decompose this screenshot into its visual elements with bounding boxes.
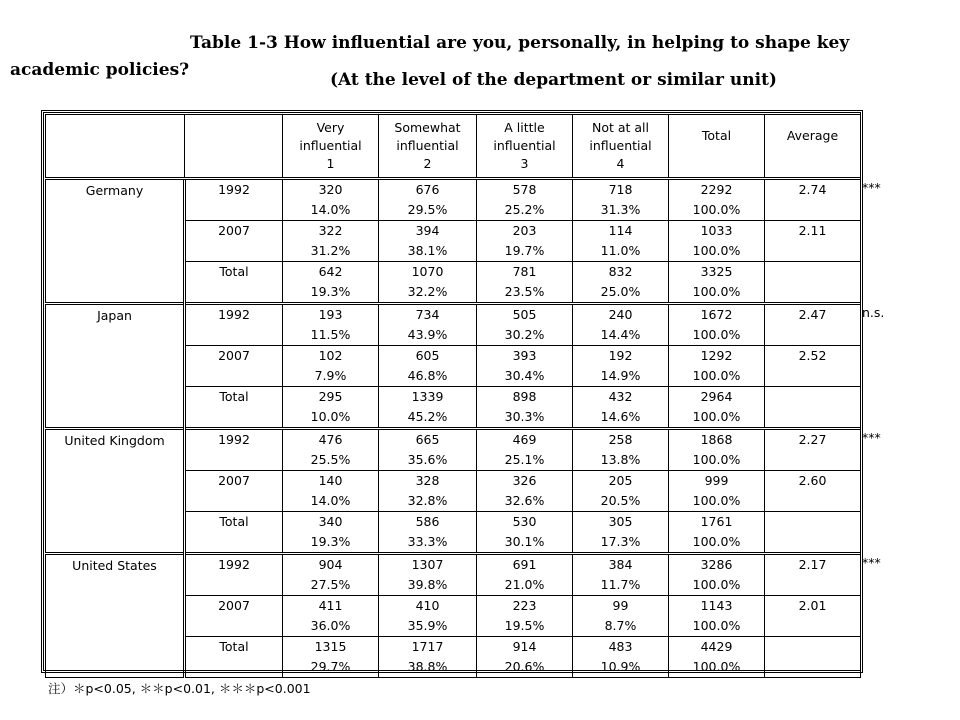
percent-cell: 29.7% [283,657,379,678]
count-cell: 3325 [669,262,765,283]
percent-cell: 30.1% [477,532,573,554]
count-cell: 691 [477,554,573,576]
count-cell: 476 [283,429,379,451]
count-cell: 328 [379,471,477,492]
table-row [46,179,861,201]
count-cell: 1868 [669,429,765,451]
count-cell: 605 [379,346,477,367]
percent-cell: 100.0% [669,325,765,346]
count-cell: 832 [573,262,669,283]
count-cell: 1761 [669,512,765,533]
count-cell: 483 [573,637,669,658]
percent-cell: 38.8% [379,657,477,678]
percent-cell: 7.9% [283,366,379,387]
percent-cell: 20.6% [477,657,573,678]
percent-cell: 23.5% [477,282,573,304]
percent-cell: 33.3% [379,532,477,554]
count-cell: 1070 [379,262,477,283]
count-cell: 665 [379,429,477,451]
year-label: Total [185,387,283,429]
percent-cell: 25.2% [477,200,573,221]
header-average: Average [765,115,861,179]
percent-cell: 100.0% [669,450,765,471]
percent-cell: 30.3% [477,407,573,429]
percent-cell: 100.0% [669,532,765,554]
percent-cell: 100.0% [669,575,765,596]
count-cell: 240 [573,304,669,326]
percent-cell: 100.0% [669,200,765,221]
percent-cell: 14.4% [573,325,669,346]
count-cell: 781 [477,262,573,283]
year-label: Total [185,512,283,554]
average-cell: 2.01 [765,596,861,637]
count-cell: 914 [477,637,573,658]
count-cell: 2964 [669,387,765,408]
percent-cell: 29.5% [379,200,477,221]
count-cell: 505 [477,304,573,326]
year-label: 1992 [185,429,283,471]
header-row [46,115,861,179]
average-cell: 2.47 [765,304,861,346]
count-cell: 530 [477,512,573,533]
percent-cell: 11.0% [573,241,669,262]
count-cell: 1315 [283,637,379,658]
percent-cell: 14.6% [573,407,669,429]
percent-cell: 45.2% [379,407,477,429]
percent-cell: 14.0% [283,200,379,221]
average-cell: 2.60 [765,471,861,512]
year-label: 2007 [185,596,283,637]
percent-cell: 14.9% [573,366,669,387]
year-label: 2007 [185,221,283,262]
percent-cell: 14.0% [283,491,379,512]
percent-cell: 100.0% [669,366,765,387]
percent-cell: 31.3% [573,200,669,221]
table-row [46,304,861,326]
count-cell: 223 [477,596,573,617]
count-cell: 904 [283,554,379,576]
header-col-2: Somewhat influential 2 [379,115,477,179]
percent-cell: 20.5% [573,491,669,512]
count-cell: 718 [573,179,669,201]
count-cell: 432 [573,387,669,408]
count-cell: 676 [379,179,477,201]
count-cell: 3286 [669,554,765,576]
country-label: United Kingdom [46,429,185,554]
percent-cell: 21.0% [477,575,573,596]
significance-marker: n.s. [862,305,885,320]
count-cell: 203 [477,221,573,242]
percent-cell: 36.0% [283,616,379,637]
year-label: Total [185,262,283,304]
significance-marker: *** [862,180,881,195]
count-cell: 394 [379,221,477,242]
count-cell: 469 [477,429,573,451]
percent-cell: 10.0% [283,407,379,429]
percent-cell: 100.0% [669,407,765,429]
percent-cell: 100.0% [669,657,765,678]
percent-cell: 10.9% [573,657,669,678]
count-cell: 258 [573,429,669,451]
count-cell: 999 [669,471,765,492]
percent-cell: 35.6% [379,450,477,471]
header-col-4: Not at all influential 4 [573,115,669,179]
year-label: 1992 [185,304,283,346]
percent-cell: 35.9% [379,616,477,637]
percent-cell: 32.2% [379,282,477,304]
average-cell: 2.11 [765,221,861,262]
percent-cell: 27.5% [283,575,379,596]
percent-cell: 17.3% [573,532,669,554]
table-title-line2: academic policies? [10,60,190,80]
count-cell: 326 [477,471,573,492]
count-cell: 2292 [669,179,765,201]
header-total: Total [669,115,765,179]
average-cell: 2.74 [765,179,861,221]
footnote: 注）＊p<0.05, ＊＊p<0.01, ＊＊＊p<0.001 [48,681,311,696]
year-label: 1992 [185,554,283,596]
average-cell: 2.27 [765,429,861,471]
percent-cell: 19.7% [477,241,573,262]
count-cell: 1033 [669,221,765,242]
percent-cell: 32.8% [379,491,477,512]
count-cell: 114 [573,221,669,242]
table-subtitle: (At the level of the department or similar unit) [330,70,777,90]
percent-cell: 11.7% [573,575,669,596]
country-label: Japan [46,304,185,429]
percent-cell: 30.4% [477,366,573,387]
count-cell: 578 [477,179,573,201]
percent-cell: 19.5% [477,616,573,637]
count-cell: 1717 [379,637,477,658]
percent-cell: 100.0% [669,241,765,262]
header-blank-cell [185,115,283,179]
percent-cell: 31.2% [283,241,379,262]
count-cell: 305 [573,512,669,533]
average-cell: 2.52 [765,346,861,387]
count-cell: 193 [283,304,379,326]
count-cell: 295 [283,387,379,408]
count-cell: 586 [379,512,477,533]
count-cell: 1143 [669,596,765,617]
count-cell: 1339 [379,387,477,408]
count-cell: 410 [379,596,477,617]
table-row [46,554,861,576]
percent-cell: 100.0% [669,616,765,637]
percent-cell: 19.3% [283,532,379,554]
count-cell: 393 [477,346,573,367]
percent-cell: 38.1% [379,241,477,262]
percent-cell: 43.9% [379,325,477,346]
table-row [46,429,861,451]
table-body [46,115,861,678]
percent-cell: 13.8% [573,450,669,471]
percent-cell: 25.5% [283,450,379,471]
header-blank-cell [46,115,185,179]
average-cell [765,262,861,304]
percent-cell: 100.0% [669,282,765,304]
count-cell: 898 [477,387,573,408]
count-cell: 411 [283,596,379,617]
percent-cell: 25.1% [477,450,573,471]
count-cell: 140 [283,471,379,492]
count-cell: 1292 [669,346,765,367]
significance-marker: *** [862,555,881,570]
average-cell: 2.17 [765,554,861,596]
count-cell: 1307 [379,554,477,576]
significance-marker: *** [862,430,881,445]
table-title-line1: Table 1-3 How influential are you, personally, in helping to shape key [190,33,850,53]
header-col-1: Very influential 1 [283,115,379,179]
count-cell: 384 [573,554,669,576]
count-cell: 102 [283,346,379,367]
count-cell: 99 [573,596,669,617]
average-cell [765,512,861,554]
year-label: 2007 [185,471,283,512]
average-cell [765,387,861,429]
percent-cell: 30.2% [477,325,573,346]
country-label: Germany [46,179,185,304]
average-cell [765,637,861,678]
percent-cell: 39.8% [379,575,477,596]
count-cell: 734 [379,304,477,326]
year-label: 2007 [185,346,283,387]
percent-cell: 100.0% [669,491,765,512]
count-cell: 1672 [669,304,765,326]
header-col-3: A little influential 3 [477,115,573,179]
count-cell: 205 [573,471,669,492]
percent-cell: 32.6% [477,491,573,512]
percent-cell: 19.3% [283,282,379,304]
count-cell: 4429 [669,637,765,658]
count-cell: 192 [573,346,669,367]
percent-cell: 11.5% [283,325,379,346]
year-label: Total [185,637,283,678]
count-cell: 322 [283,221,379,242]
percent-cell: 8.7% [573,616,669,637]
count-cell: 320 [283,179,379,201]
year-label: 1992 [185,179,283,221]
count-cell: 340 [283,512,379,533]
percent-cell: 46.8% [379,366,477,387]
country-label: United States [46,554,185,678]
count-cell: 642 [283,262,379,283]
percent-cell: 25.0% [573,282,669,304]
data-table [45,114,861,678]
